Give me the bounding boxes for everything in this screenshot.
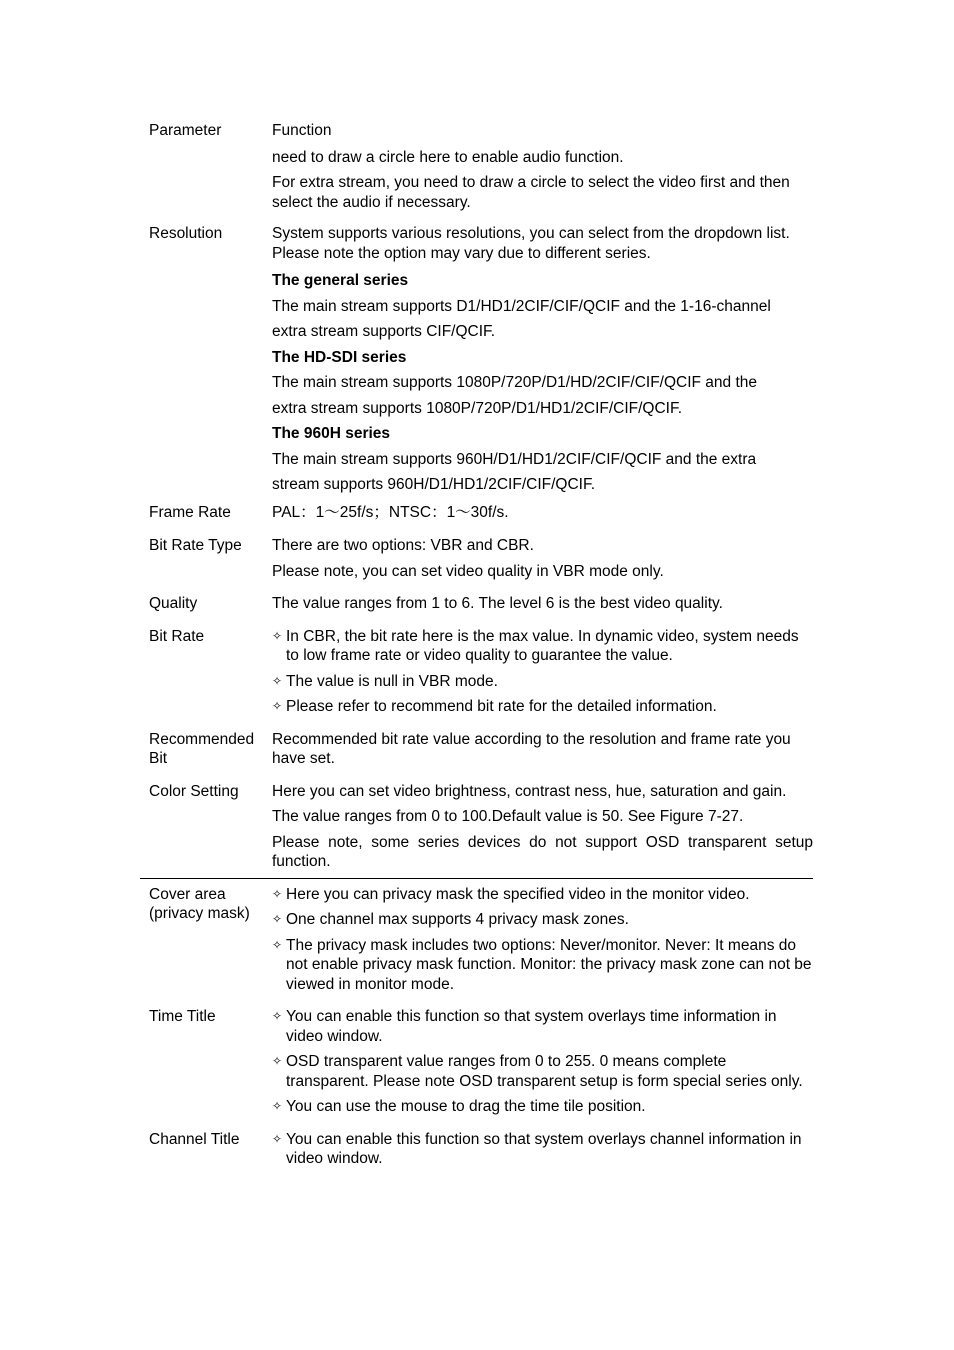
param-name: Recommended Bit xyxy=(149,730,255,767)
frame-rate-text: PAL：1～25f/s；NTSC：1～30f/s. xyxy=(272,503,509,521)
param-name: Bit Rate xyxy=(149,627,205,645)
row-bit-rate-type xyxy=(140,536,813,587)
row-quality xyxy=(140,594,813,620)
param-name: Cover area (privacy mask) xyxy=(149,885,250,922)
param-name: Resolution xyxy=(149,225,223,242)
audio-text: need to draw a circle here to enable audio function. xyxy=(272,148,624,166)
row-cover-area xyxy=(140,885,813,1001)
row-audio xyxy=(140,148,813,213)
general-series-heading: The general series xyxy=(272,272,409,289)
bullet-icon: ✧ xyxy=(272,912,283,926)
bullet-icon: ✧ xyxy=(272,1131,283,1146)
row-color-setting xyxy=(140,782,813,872)
960h-series-line-2: stream supports 960H/D1/HD1/2CIF/CIF/QCIF. xyxy=(272,476,596,493)
bullet-icon: ✧ xyxy=(272,673,283,688)
960h-series-heading: The 960H series xyxy=(272,425,391,442)
general-series-line-1: The main stream supports D1/HD1/2CIF/CIF/QCIF and the 1-16-channel xyxy=(272,297,771,315)
list-item: ✧ The value is null in VBR mode. xyxy=(272,672,498,690)
color-note-text: Please note, some series devices do not support OSD transparent setup function. xyxy=(272,833,813,870)
hdsdi-series-line-2: extra stream supports 1080P/720P/D1/HD1/2CIF/CIF/QCIF. xyxy=(272,399,683,417)
list-item: ✧ One channel max supports 4 privacy mask zones. xyxy=(272,911,629,928)
param-name: Quality xyxy=(149,595,198,612)
bit-rate-type-text: There are two options: VBR and CBR. xyxy=(272,537,534,554)
bullet-icon: ✧ xyxy=(272,1099,283,1113)
table-header xyxy=(140,121,813,141)
table-divider xyxy=(140,878,813,879)
param-name: Frame Rate xyxy=(149,503,231,521)
general-series-line-2: extra stream supports CIF/QCIF. xyxy=(272,323,496,340)
list-item: ✧ OSD transparent value ranges from 0 to 255. 0 means complete transparent. Please note OSD transparent setup is form special series only. xyxy=(272,1053,803,1090)
list-item: ✧ You can enable this function so that system overlays time information in video window. xyxy=(272,1008,777,1045)
bullet-icon: ✧ xyxy=(272,1009,283,1023)
color-text: Here you can set video brightness, contrast ness, hue, saturation and gain. xyxy=(272,782,787,800)
bullet-icon: ✧ xyxy=(272,1054,283,1068)
row-recommended-bit xyxy=(140,730,813,775)
color-range-text: The value ranges from 0 to 100.Default value is 50. See Figure 7-27. xyxy=(272,808,744,825)
audio-extra-text: For extra stream, you need to draw a circle to select the video first and then select the audio if necessary. xyxy=(272,174,790,211)
row-bit-rate xyxy=(140,627,813,723)
param-name: Time Title xyxy=(149,1008,216,1025)
param-name: Bit Rate Type xyxy=(149,537,242,554)
bullet-icon: ✧ xyxy=(272,937,283,952)
resolution-text: System supports various resolutions, you can select from the dropdown list. Please note the option may vary due to different series. xyxy=(272,225,790,262)
header-parameter: Parameter xyxy=(149,122,222,139)
bullet-icon: ✧ xyxy=(272,886,283,901)
param-name: Color Setting xyxy=(149,782,239,800)
row-channel-title xyxy=(140,1130,813,1175)
quality-text: The value ranges from 1 to 6. The level 6 is the best video quality. xyxy=(272,595,723,612)
960h-series-line-1: The main stream supports 960H/D1/HD1/2CIF/CIF/QCIF and the extra xyxy=(272,450,757,468)
hdsdi-series-line-1: The main stream supports 1080P/720P/D1/HD/2CIF/CIF/QCIF and the xyxy=(272,374,758,391)
bit-rate-type-note: Please note, you can set video quality in VBR mode only. xyxy=(272,562,664,580)
bullet-icon: ✧ xyxy=(272,628,283,643)
list-item: ✧ Here you can privacy mask the specified video in the monitor video. xyxy=(272,885,750,903)
hdsdi-series-heading: The HD-SDI series xyxy=(272,348,407,366)
param-name: Channel Title xyxy=(149,1130,240,1148)
list-item: ✧ Please refer to recommend bit rate for the detailed information. xyxy=(272,698,717,715)
list-item: ✧ You can enable this function so that system overlays channel information in video window. xyxy=(272,1130,802,1167)
header-function: Function xyxy=(272,122,332,139)
row-resolution xyxy=(140,224,813,501)
list-item: ✧ The privacy mask includes two options: Never/monitor. Never: It means do not enable privacy mask function. Monitor: the privacy mask zone can not be viewed in monitor mode. xyxy=(272,936,812,993)
bullet-icon: ✧ xyxy=(272,699,283,713)
row-frame-rate xyxy=(140,503,813,529)
parameter-table xyxy=(140,121,813,1175)
recommended-text: Recommended bit rate value according to the resolution and frame rate you have set. xyxy=(272,730,791,767)
list-item: ✧ In CBR, the bit rate here is the max value. In dynamic video, system needs to low frame rate or video quality to guarantee the value. xyxy=(272,627,799,664)
row-time-title xyxy=(140,1007,813,1123)
list-item: ✧ You can use the mouse to drag the time tile position. xyxy=(272,1098,646,1115)
